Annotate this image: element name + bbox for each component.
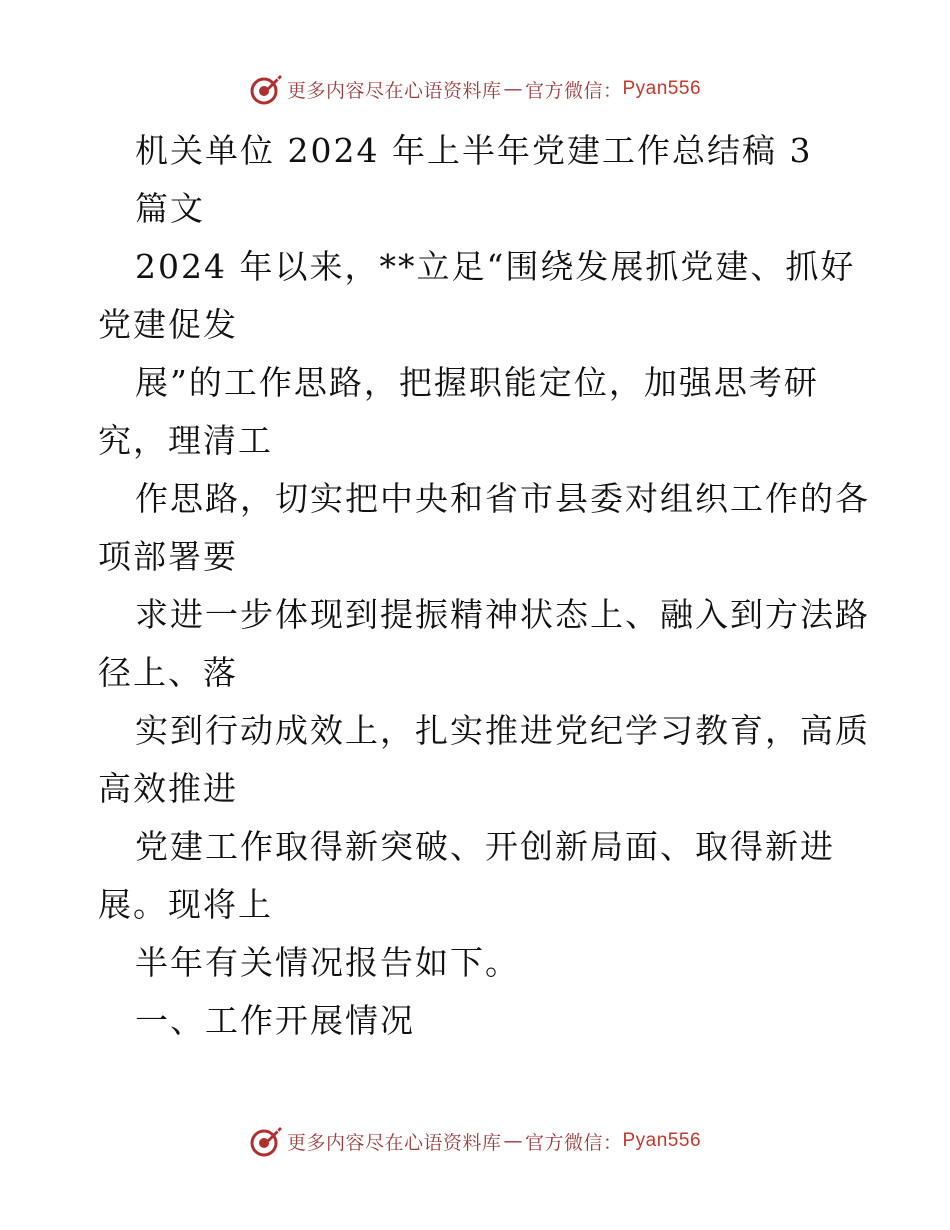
document-line: 作思路，切实把中央和省市县委对组织工作的各 (135, 479, 870, 518)
document-line: 径上、落 (98, 653, 238, 692)
document-line: 2024 年以来，**立足“围绕发展抓党建、抓好 (135, 247, 856, 286)
watermark-wechat-label: 官方微信： (524, 79, 623, 102)
document-line: 展。现将上 (98, 885, 273, 924)
document-line: 实到行动成效上，扎实推进党纪学习教育，高质 (135, 711, 870, 750)
footer-watermark (0, 1124, 950, 1158)
watermark-wechat-id: Pyan556 (622, 1130, 702, 1151)
document-body (98, 122, 868, 1050)
pen-logo-icon (249, 1124, 283, 1158)
document-line: 展”的工作思路，把握职能定位，加强思考研 (135, 363, 819, 402)
document-line: 项部署要 (98, 537, 238, 576)
watermark-wechat-label: 官方微信： (524, 1131, 623, 1154)
document-line: 机关单位 2024 年上半年党建工作总结稿 3 (135, 131, 813, 170)
document-line: 篇文 (135, 189, 205, 228)
document-line: 党建促发 (98, 305, 238, 344)
document-line: 一、工作开展情况 (135, 1001, 415, 1040)
header-watermark (0, 72, 950, 106)
document-line: 党建工作取得新突破、开创新局面、取得新进 (135, 827, 835, 866)
document-line: 究，理清工 (98, 421, 273, 460)
document-line: 高效推进 (98, 769, 238, 808)
document-line: 求进一步体现到提振精神状态上、融入到方法路 (135, 595, 870, 634)
pen-logo-icon (249, 72, 283, 106)
watermark-site: 更多内容尽在心语资料库 (286, 1131, 502, 1154)
watermark-separator: — (503, 1130, 523, 1152)
watermark-site: 更多内容尽在心语资料库 (286, 79, 502, 102)
document-line: 半年有关情况报告如下。 (135, 943, 520, 982)
watermark-wechat-id: Pyan556 (622, 78, 702, 99)
watermark-separator: — (503, 78, 523, 100)
